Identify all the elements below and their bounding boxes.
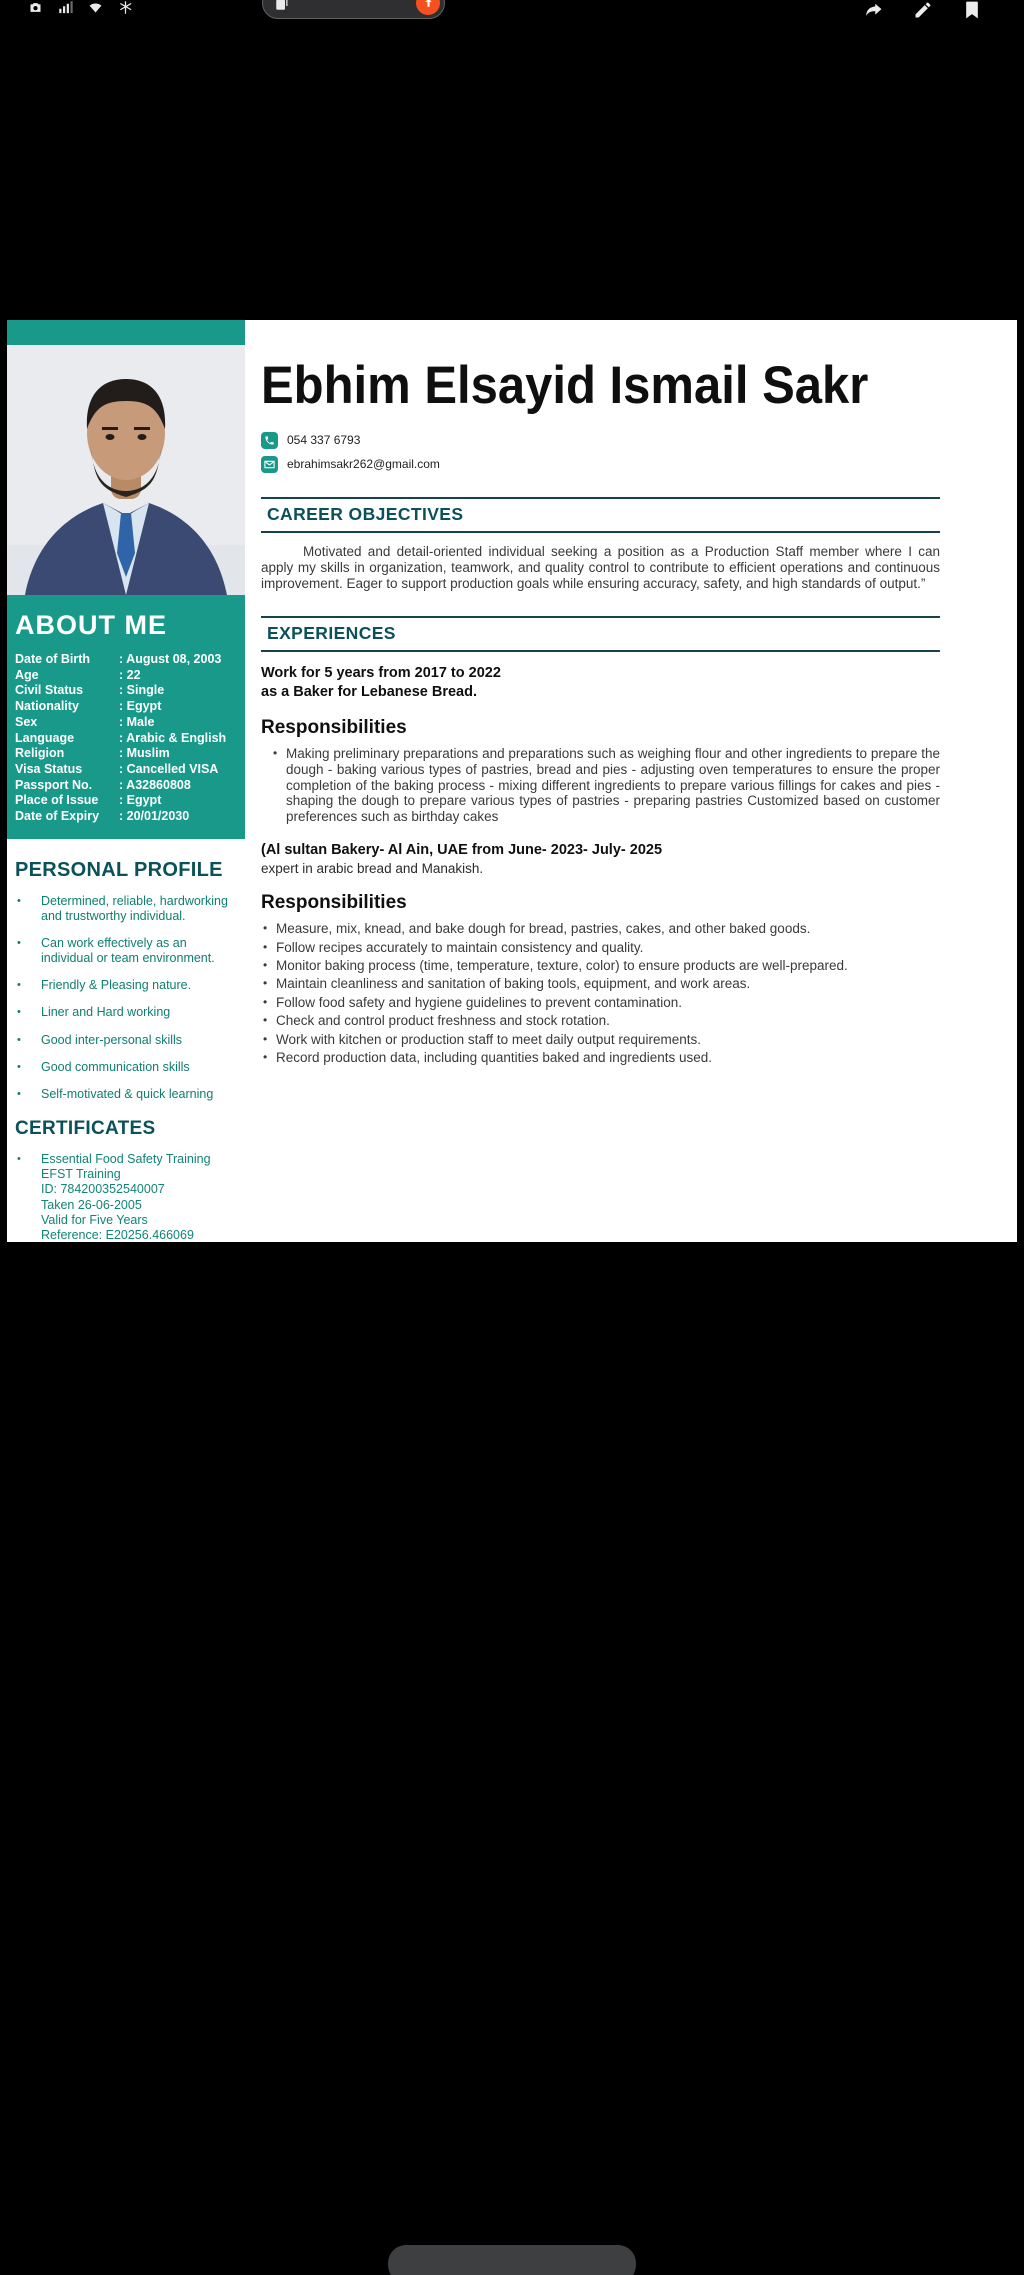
about-row <box>15 793 237 809</box>
resume-page <box>7 320 1017 1242</box>
profile-photo <box>7 345 245 595</box>
bullet-icon <box>15 1060 29 1075</box>
about-label: Date of Expiry <box>15 809 100 824</box>
about-label: Nationality <box>15 699 79 714</box>
job1-title: Work for 5 years from 2017 to 2022 as a Baker for Lebanese Bread. <box>261 664 501 700</box>
contact-info <box>261 432 940 473</box>
bullet-icon <box>15 894 29 924</box>
about-value: : August 08, 2003 <box>119 652 222 666</box>
profile-item: • Good communication skills <box>15 1060 239 1075</box>
certificates-block <box>15 1152 239 1242</box>
job2-bullet: • Follow food safety and hygiene guidelines to prevent contamination. <box>261 995 940 1011</box>
experiences-title: EXPERIENCES <box>267 622 396 643</box>
toolbar-pill[interactable] <box>262 0 445 19</box>
asterisk-icon <box>118 0 133 15</box>
camera-icon <box>28 0 43 15</box>
phone-row <box>261 432 940 449</box>
about-value: : 20/01/2030 <box>119 809 190 824</box>
phone-icon <box>261 432 278 449</box>
profile-item: • Self-motivated & quick learning <box>15 1087 239 1102</box>
profile-item: • Friendly & Pleasing nature. <box>15 978 239 993</box>
bullet-icon <box>261 976 276 992</box>
bottom-sheet-handle[interactable] <box>388 2245 636 2275</box>
bullet-icon <box>15 936 29 966</box>
status-icons <box>28 0 133 15</box>
bullet-icon <box>15 978 29 993</box>
about-label: Date of Birth <box>15 652 90 666</box>
about-row <box>15 668 237 684</box>
bullet-icon <box>261 940 276 956</box>
about-value: : Egypt <box>119 699 162 714</box>
certificate-details <box>15 1167 239 1242</box>
job2-bullet: • Measure, mix, knead, and bake dough for bread, pastries, cakes, and other baked goods. <box>261 921 940 937</box>
about-label: Age <box>15 667 39 682</box>
about-value: : Egypt <box>119 793 162 808</box>
phone-number: 054 337 6793 <box>287 433 361 448</box>
about-value: : Single <box>119 683 165 698</box>
job2-bullet: • Record production data, including quantities baked and ingredients used. <box>261 1050 940 1066</box>
certificate-line: EFST Training <box>41 1167 121 1182</box>
bullet-icon <box>15 1033 29 1048</box>
about-value: : Arabic & English <box>119 730 227 745</box>
certificate-line: Reference: E20256.466069 <box>41 1227 194 1242</box>
about-label: Civil Status <box>15 683 84 698</box>
certificate-line: Valid for Five Years <box>41 1212 148 1227</box>
status-toolbar <box>0 0 1024 42</box>
bullet-icon <box>261 958 276 974</box>
about-label: Place of Issue <box>15 793 99 808</box>
signal-bars-icon <box>58 0 73 15</box>
about-row <box>15 731 237 747</box>
bullet-icon <box>261 1032 276 1048</box>
about-value: : Muslim <box>119 746 170 761</box>
sidebar-white-panel <box>7 839 245 1242</box>
certificates-title: CERTIFICATES <box>15 1117 156 1139</box>
resume-main <box>245 320 1017 1242</box>
career-objectives-header <box>261 497 940 533</box>
career-objectives-body: Motivated and detail-oriented individual seeking a position as a Production Staff member where I can apply my skills in organization, teamwork, and quality control to contribute to efficient operations and continuous improvement. Eager to support production goals while ensuring accuracy, safety, and high standards of output.” <box>261 543 940 591</box>
about-row <box>15 683 237 699</box>
career-objectives-title: CAREER OBJECTIVES <box>267 503 464 524</box>
bullet-icon <box>261 1013 276 1029</box>
job2-bullet: • Check and control product freshness and stock rotation. <box>261 1013 940 1029</box>
bullet-icon <box>261 1050 276 1066</box>
about-row <box>15 746 237 762</box>
about-label: Passport No. <box>15 777 93 792</box>
about-row <box>15 715 237 731</box>
profile-item: • Liner and Hard working <box>15 1005 239 1020</box>
profile-item: • Can work effectively as an individual or team environment. <box>15 936 239 966</box>
about-row <box>15 699 237 715</box>
bullet-icon <box>15 1152 29 1167</box>
bullet-icon <box>261 921 276 937</box>
about-label: Visa Status <box>15 761 83 776</box>
bookmark-icon[interactable] <box>962 0 982 20</box>
about-label: Religion <box>15 746 65 761</box>
bullet-icon <box>15 1005 29 1020</box>
candidate-name: Ebhim Elsayid Ismail Sakr <box>261 356 869 416</box>
job2-responsibilities-label: Responsibilities <box>261 892 407 914</box>
about-row <box>15 762 237 778</box>
email-row <box>261 456 940 473</box>
certificate-line: ID: 784200352540007 <box>41 1182 165 1197</box>
about-value: : Male <box>119 714 155 729</box>
share-icon[interactable] <box>864 0 884 20</box>
pages-icon <box>275 0 290 11</box>
about-title: ABOUT ME <box>15 610 167 640</box>
toolbar-actions <box>864 0 982 20</box>
about-value: : A32860808 <box>119 777 191 792</box>
upload-arrow-icon <box>422 0 435 10</box>
job2-title: (Al sultan Bakery- Al Ain, UAE from June- 2023- July- 2025 expert in arabic bread and Manakish. <box>261 842 663 877</box>
about-row <box>15 809 237 825</box>
job1-responsibilities-label: Responsibilities <box>261 716 407 738</box>
bullet-icon <box>261 995 276 1011</box>
job2-bullet: • Monitor baking process (time, temperature, texture, color) to ensure products are well-prepared. <box>261 958 940 974</box>
experiences-header <box>261 616 940 652</box>
resume-sidebar <box>7 320 245 1242</box>
about-row <box>15 778 237 794</box>
about-value: : Cancelled VISA <box>119 761 219 776</box>
email-address: ebrahimsakr262@gmail.com <box>287 457 440 472</box>
about-label: Language <box>15 730 75 745</box>
bullet-icon <box>15 1087 29 1102</box>
about-row <box>15 652 237 668</box>
upload-button[interactable] <box>416 0 440 15</box>
wifi-icon <box>88 0 103 15</box>
sidebar-teal-panel <box>7 320 245 839</box>
bullet-icon <box>271 746 286 826</box>
about-label: Sex <box>15 714 38 729</box>
edit-icon[interactable] <box>913 0 933 20</box>
job2-bullet: • Work with kitchen or production staff to meet daily output requirements. <box>261 1032 940 1048</box>
about-section <box>7 610 245 825</box>
certificate-item: • Essential Food Safety Training <box>15 1152 239 1167</box>
job2-bullet: • Follow recipes accurately to maintain consistency and quality. <box>261 940 940 956</box>
job2-bullet: • Maintain cleanliness and sanitation of baking tools, equipment, and work areas. <box>261 976 940 992</box>
about-value: : 22 <box>119 667 141 682</box>
job1-bullet: • Making preliminary preparations and preparations such as weighing flour and other ingredients to prepare the dough - baking various types of pastries, bread and pies - adjusting oven temperatures to ensure the proper completion of the baking process - mixing different ingredients to prepare various fillings for cakes and pies - shaping the dough to prepare various types of pastries - preparing pastries Customized based on customer preferences such as birthday cakes <box>261 746 940 826</box>
certificate-line: Taken 26-06-2005 <box>41 1197 142 1212</box>
profile-item: • Good inter-personal skills <box>15 1033 239 1048</box>
job2-bullet-list <box>261 921 940 1066</box>
email-icon <box>261 456 278 473</box>
profile-item: • Determined, reliable, hardworking and trustworthy individual. <box>15 894 239 924</box>
personal-profile-title: PERSONAL PROFILE <box>15 858 223 881</box>
